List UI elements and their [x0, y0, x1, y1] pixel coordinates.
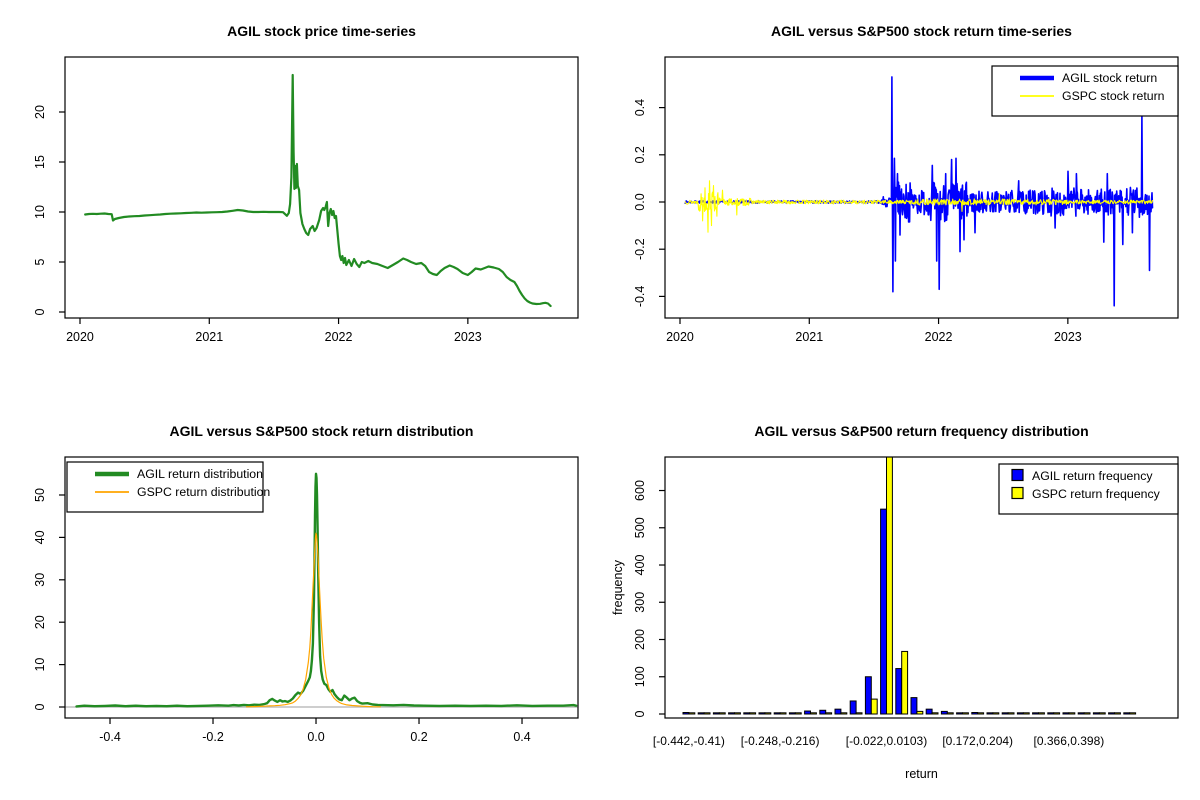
price-chart-canvas [0, 0, 600, 400]
svg-text:[-0.248,-0.216): [-0.248,-0.216) [740, 734, 820, 748]
svg-text:20: 20 [33, 615, 47, 630]
svg-text:2020: 2020 [66, 330, 94, 344]
svg-text:-0.2: -0.2 [633, 238, 647, 260]
returns-chart-panel [600, 0, 1200, 400]
svg-text:0.0: 0.0 [633, 193, 647, 211]
svg-text:30: 30 [33, 572, 47, 587]
price-chart-title: AGIL stock price time-series [227, 23, 416, 39]
histogram-chart-canvas [600, 400, 1200, 800]
svg-text:0.0: 0.0 [307, 730, 325, 744]
svg-text:100: 100 [633, 666, 647, 688]
svg-text:400: 400 [633, 554, 647, 576]
svg-text:[0.366,0.398): [0.366,0.398) [1033, 734, 1105, 748]
svg-text:2022: 2022 [924, 330, 953, 344]
svg-text:2021: 2021 [795, 330, 824, 344]
svg-text:AGIL stock return: AGIL stock return [1062, 71, 1158, 85]
svg-text:0: 0 [33, 703, 47, 711]
price-chart-panel [0, 0, 600, 400]
svg-text:0: 0 [33, 308, 47, 316]
svg-text:2023: 2023 [453, 330, 482, 344]
svg-text:500: 500 [633, 517, 647, 539]
svg-text:0: 0 [633, 710, 647, 718]
density-chart-title: AGIL versus S&P500 stock return distribution [169, 423, 474, 439]
svg-text:-0.2: -0.2 [202, 730, 224, 744]
returns-chart-title: AGIL versus S&P500 stock return time-series [771, 23, 1072, 39]
svg-text:-0.4: -0.4 [99, 730, 121, 744]
svg-text:GSPC stock return: GSPC stock return [1062, 89, 1165, 103]
returns-chart-canvas [600, 0, 1200, 400]
svg-text:200: 200 [633, 629, 647, 650]
svg-text:5: 5 [33, 258, 47, 266]
density-chart-panel [0, 400, 600, 800]
svg-text:2021: 2021 [195, 330, 224, 344]
svg-text:0.2: 0.2 [410, 730, 428, 744]
svg-text:return: return [905, 767, 938, 781]
svg-text:2020: 2020 [666, 330, 694, 344]
svg-text:600: 600 [633, 480, 647, 501]
svg-text:10: 10 [33, 205, 47, 219]
svg-text:frequency: frequency [611, 560, 625, 615]
svg-text:0.2: 0.2 [633, 146, 647, 164]
svg-text:40: 40 [33, 530, 47, 545]
svg-text:300: 300 [633, 591, 647, 613]
svg-text:AGIL return frequency: AGIL return frequency [1032, 469, 1153, 483]
svg-text:[-0.442,-0.41): [-0.442,-0.41) [652, 734, 725, 748]
svg-text:[0.172,0.204): [0.172,0.204) [942, 734, 1014, 748]
svg-text:GSPC return distribution: GSPC return distribution [137, 485, 271, 499]
svg-text:20: 20 [33, 105, 47, 119]
svg-text:2023: 2023 [1053, 330, 1082, 344]
svg-text:0.4: 0.4 [513, 730, 531, 744]
svg-text:AGIL return distribution: AGIL return distribution [137, 467, 263, 481]
histogram-chart-title: AGIL versus S&P500 return frequency distribution [754, 423, 1089, 439]
svg-text:-0.4: -0.4 [633, 285, 647, 308]
svg-text:0.4: 0.4 [633, 98, 647, 117]
svg-text:15: 15 [33, 155, 47, 169]
svg-text:[-0.022,0.0103): [-0.022,0.0103) [845, 734, 928, 748]
svg-text:50: 50 [33, 488, 47, 502]
svg-text:2022: 2022 [324, 330, 353, 344]
density-chart-canvas [0, 400, 600, 800]
svg-text:10: 10 [33, 657, 47, 672]
svg-text:GSPC return frequency: GSPC return frequency [1032, 487, 1160, 501]
histogram-chart-panel [600, 400, 1200, 800]
